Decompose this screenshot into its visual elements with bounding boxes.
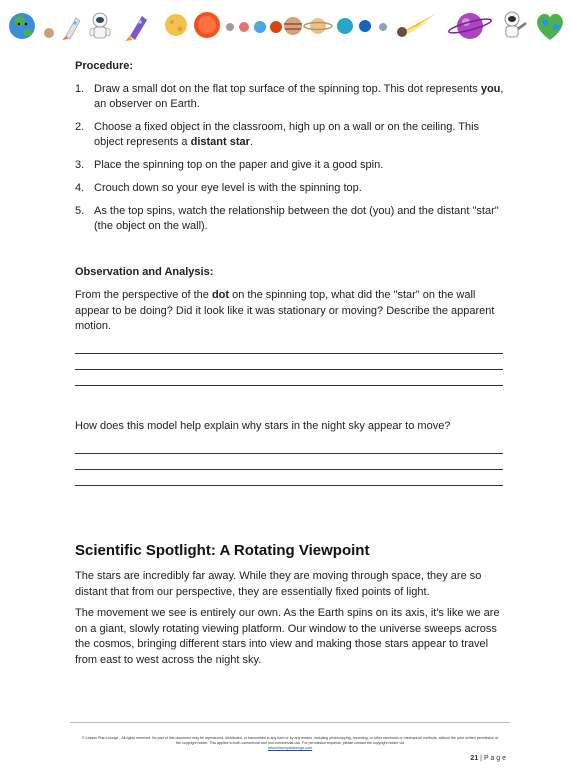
ringed-planet-icon	[448, 13, 493, 39]
answer-line[interactable]	[75, 485, 503, 486]
rocket-icon	[62, 18, 80, 40]
step-text: Choose a fixed object in the classroom, high up on a wall or on the ceiling. This object represents a	[94, 121, 480, 148]
step-text: .	[249, 136, 253, 148]
step-text: As the top spins, watch the relationship between the dot (you) and the distant "star" (the object on the wall).	[94, 205, 499, 232]
answer-line[interactable]	[75, 385, 503, 386]
procedure-list	[75, 82, 505, 242]
moon-icon	[165, 14, 187, 36]
question-1-text-a: From the perspective of the	[75, 289, 212, 301]
neptune-icon	[359, 20, 371, 32]
copyright-notice	[80, 736, 500, 751]
pluto-icon	[379, 23, 387, 31]
copyright-text: © Lesson Plan Lounge - All rights reserved. No part of this document may be reproduced, distributed, or transmitted in any form or by any means, including photocopying, recording, or other electronic or mechanical methods, without the prior written permission of the copyright holder. This applies to both commercial and non-commercial use. For permission requests, please contact the copyright holder via	[81, 736, 499, 745]
venus-icon	[239, 22, 249, 32]
procedure-step	[75, 82, 505, 112]
spotlight-paragraph-2: The movement we see is entirely our own. As the Earth spins on its axis, it's like we are on a giant, slowly rotating viewing platform. Our window to the universe sweeps across the cosmos, bringing different stars into view and making those stars appear to travel from east to west across the night sky.	[75, 607, 500, 666]
page-separator: |	[478, 755, 484, 762]
spotlight-paragraph-1: The stars are incredibly far away. While they are moving through space, they are so distant that from our perspective, they are essentially fixed points of light.	[75, 570, 482, 598]
spotlight-title: Scientific Spotlight: A Rotating Viewpoint	[75, 542, 370, 559]
uranium-icon	[337, 18, 353, 34]
question-1-emphasis: dot	[211, 289, 230, 301]
moon-icon	[44, 28, 54, 38]
page-number-value: 21	[470, 755, 479, 762]
answer-line[interactable]	[75, 369, 503, 370]
answer-line[interactable]	[75, 353, 503, 354]
procedure-step	[75, 158, 505, 173]
heart-earth-icon	[537, 14, 563, 40]
step-number: 3.	[75, 159, 85, 171]
page-number	[470, 755, 506, 762]
sun-icon	[194, 12, 220, 38]
step-number: 2.	[75, 121, 85, 133]
earth-icon	[9, 13, 35, 39]
step-text: Crouch down so your eye level is with the spinning top.	[94, 182, 362, 194]
procedure-step	[75, 181, 505, 196]
step-emphasis: distant star	[190, 136, 250, 148]
procedure-step	[75, 204, 505, 234]
astronaut-icon	[505, 12, 526, 37]
rocket-icon	[125, 16, 147, 41]
observation-heading: Observation and Analysis:	[75, 266, 214, 278]
mercury-icon	[226, 23, 234, 31]
step-number: 4.	[75, 182, 85, 194]
saturn-icon	[304, 18, 332, 34]
jupiter-icon	[284, 17, 302, 35]
page-word: P a g e	[483, 755, 506, 762]
step-emphasis: you	[480, 83, 501, 95]
procedure-step	[75, 120, 505, 150]
question-2: How does this model help explain why stars in the night sky appear to move?	[75, 420, 451, 432]
footer-divider	[70, 722, 510, 723]
step-text: Place the spinning top on the paper and give it a good spin.	[94, 159, 384, 171]
procedure-heading: Procedure:	[75, 60, 134, 72]
question-1	[75, 288, 505, 335]
mars-icon	[270, 21, 282, 33]
answer-line[interactable]	[75, 453, 503, 454]
step-text: , an observer on Earth.	[94, 83, 504, 110]
step-number: 1.	[75, 83, 85, 95]
step-text: Draw a small dot on the flat top surface of the spinning top. This dot represents	[94, 83, 481, 95]
earth-icon	[254, 21, 266, 33]
website-link[interactable]: www.lessonplanlounge.com	[267, 746, 313, 750]
question-1-text-b: on the spinning top, what did the "star" on the wall appear to be doing? Did it look like it was stationary or moving? Describe the apparent motion.	[75, 289, 495, 332]
step-number: 5.	[75, 205, 85, 217]
astronaut-icon	[90, 13, 110, 38]
space-banner	[0, 0, 572, 50]
answer-line[interactable]	[75, 469, 503, 470]
comet-icon	[397, 13, 437, 37]
